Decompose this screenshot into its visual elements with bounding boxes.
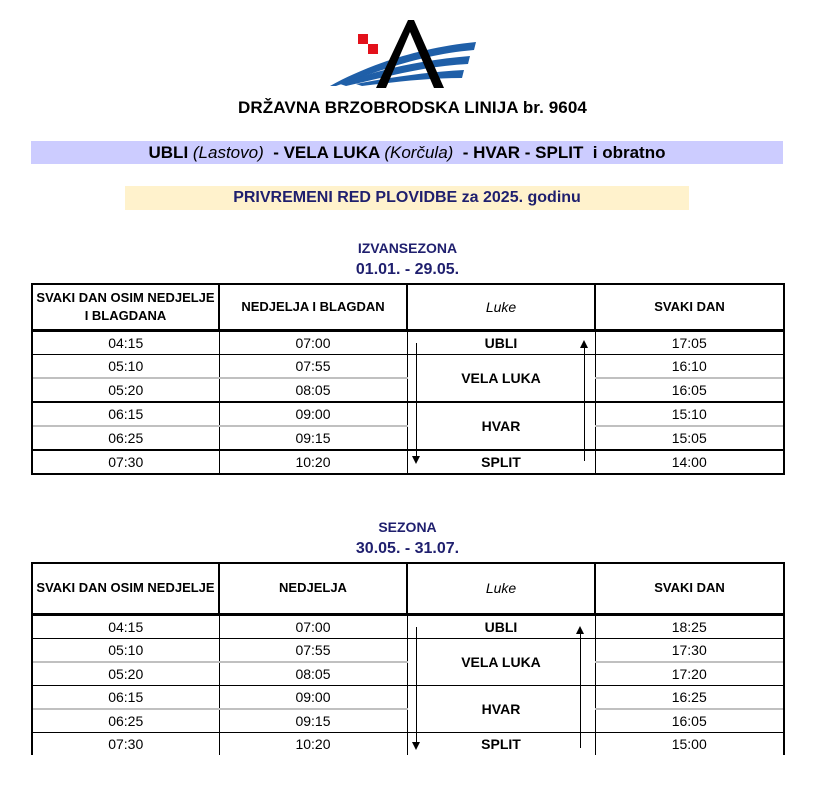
sunday-time: 07:55: [219, 354, 407, 378]
return-time: 17:05: [595, 330, 784, 354]
return-time: 14:00: [595, 450, 784, 474]
header-weekday: SVAKI DAN OSIM NEDJELJE: [32, 563, 219, 614]
return-time: 17:20: [595, 662, 784, 686]
weekday-time: 04:15: [32, 614, 219, 638]
arrowhead-down-icon: [412, 456, 420, 464]
route-island-lastovo: (Lastovo): [192, 143, 264, 162]
return-time: 18:25: [595, 614, 784, 638]
weekday-time: 05:10: [32, 638, 219, 662]
weekday-time: 06:25: [32, 709, 219, 733]
return-time: 15:00: [595, 732, 784, 755]
season-dates: 30.05. - 31.07.: [355, 540, 460, 557]
return-time: 15:05: [595, 426, 784, 450]
table-row: [32, 402, 784, 426]
header-return-daily: SVAKI DAN: [595, 284, 784, 330]
down-direction-arrow-icon: [416, 343, 417, 461]
weekday-time: 04:15: [32, 330, 219, 354]
port-ubli: UBLI: [407, 614, 595, 638]
weekday-time: 07:30: [32, 450, 219, 474]
sunday-time: 09:00: [219, 402, 407, 426]
header-ports: Luke: [407, 284, 595, 330]
sunday-time: 07:55: [219, 638, 407, 662]
up-direction-arrow-icon: [580, 631, 581, 748]
sunday-time: 07:00: [219, 614, 407, 638]
header-ports: Luke: [407, 563, 595, 614]
table-header-row: [32, 284, 784, 330]
return-time: 15:10: [595, 402, 784, 426]
season-timetable: [31, 562, 785, 755]
arrowhead-down-icon: [412, 742, 420, 750]
port-hvar: HVAR: [407, 685, 595, 732]
port-vela-luka: VELA LUKA: [407, 354, 595, 402]
off-season-label: IZVANSEZONA: [357, 240, 458, 256]
route-island-korcula: (Korčula): [384, 143, 454, 162]
route-port-hvar-split: - HVAR - SPLIT i obratno: [453, 143, 666, 162]
company-logo: [326, 14, 476, 90]
season-label: SEZONA: [378, 519, 437, 535]
sunday-time: 09:15: [219, 426, 407, 450]
return-time: 16:10: [595, 354, 784, 378]
sunday-time: 09:15: [219, 709, 407, 733]
table-row: [32, 354, 784, 378]
arrowhead-up-icon: [580, 340, 588, 348]
port-split: SPLIT: [407, 732, 595, 755]
table-row: [32, 685, 784, 709]
return-time: 17:30: [595, 638, 784, 662]
table-row: [32, 330, 784, 354]
route-port-ubli: UBLI: [148, 143, 193, 162]
off-season-timetable: [31, 283, 785, 475]
header-weekday: SVAKI DAN OSIM NEDJELJE I BLAGDANA: [32, 284, 219, 330]
table-row: [32, 638, 784, 662]
header-sunday: NEDJELJA: [219, 563, 407, 614]
red-square-icon: [368, 44, 378, 54]
port-ubli: UBLI: [407, 330, 595, 354]
return-time: 16:05: [595, 378, 784, 402]
table-row: [32, 450, 784, 474]
header-sunday: NEDJELJA I BLAGDAN: [219, 284, 407, 330]
return-time: 16:05: [595, 709, 784, 733]
route-banner: [31, 141, 783, 164]
down-direction-arrow-icon: [416, 627, 417, 747]
port-vela-luka: VELA LUKA: [407, 638, 595, 685]
table-row: [32, 614, 784, 638]
weekday-time: 06:15: [32, 685, 219, 709]
red-square-icon: [358, 34, 368, 44]
header-return-daily: SVAKI DAN: [595, 563, 784, 614]
weekday-time: 05:20: [32, 662, 219, 686]
sunday-time: 10:20: [219, 732, 407, 755]
port-split: SPLIT: [407, 450, 595, 474]
up-direction-arrow-icon: [584, 345, 585, 461]
port-hvar: HVAR: [407, 402, 595, 450]
arrowhead-up-icon: [576, 626, 584, 634]
sunday-time: 10:20: [219, 450, 407, 474]
sunday-time: 09:00: [219, 685, 407, 709]
weekday-time: 07:30: [32, 732, 219, 755]
weekday-time: 06:25: [32, 426, 219, 450]
weekday-time: 05:10: [32, 354, 219, 378]
table-header-row: [32, 563, 784, 614]
line-title: DRŽAVNA BRZOBRODSKA LINIJA br. 9604: [238, 98, 587, 117]
sunday-time: 08:05: [219, 662, 407, 686]
table-row: [32, 732, 784, 755]
return-time: 16:25: [595, 685, 784, 709]
weekday-time: 06:15: [32, 402, 219, 426]
weekday-time: 05:20: [32, 378, 219, 402]
sunday-time: 08:05: [219, 378, 407, 402]
schedule-plan-banner: PRIVREMENI RED PLOVIDBE za 2025. godinu: [125, 186, 689, 210]
sunday-time: 07:00: [219, 330, 407, 354]
route-port-vela-luka: - VELA LUKA: [263, 143, 385, 162]
off-season-dates: 01.01. - 29.05.: [355, 261, 460, 278]
